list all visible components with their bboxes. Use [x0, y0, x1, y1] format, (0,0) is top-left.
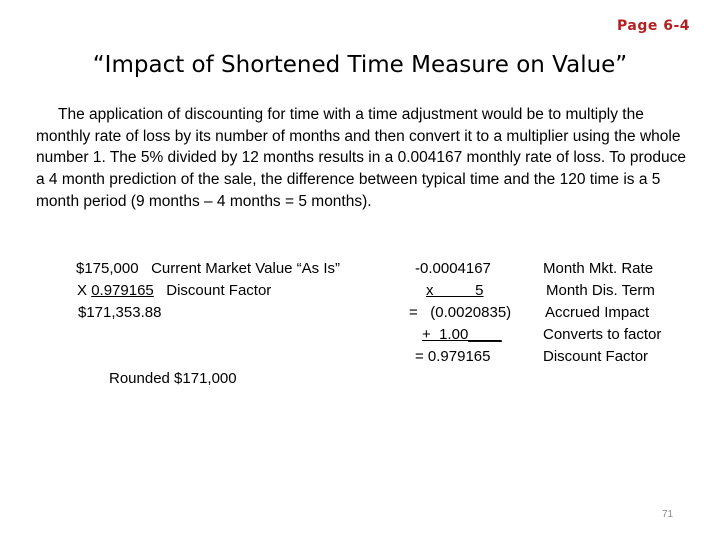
- converts-value: + 1.00____: [422, 326, 502, 343]
- discount-factor-value: 0.979165: [91, 282, 154, 299]
- accrued-impact-value: = (0.0020835): [409, 304, 512, 321]
- discount-factor-label: Discount Factor: [153, 282, 272, 299]
- accrued-impact-label: Accrued Impact: [545, 304, 650, 321]
- multiply-sign: X: [77, 282, 92, 299]
- month-term-value: x 5: [426, 282, 484, 299]
- paragraph-text: The application of discounting for time with a time adjustment would be to multiply the monthly rate of loss by its number of months and then convert it to a multiplier using the whole number 1. The 5% divided by 12 months results in a 0.004167 monthly rate of loss. To produce a 4 month prediction of the sale, the difference between typical time and the 120 time is a 5 month period (9 months – 4 months = 5 months).: [36, 106, 686, 210]
- page-tag: Page 6-4: [616, 18, 690, 34]
- rounded-value-line: Rounded $171,000: [109, 370, 237, 387]
- product-value-line: $171,353.88: [78, 304, 162, 321]
- month-mkt-rate-label: Month Mkt. Rate: [543, 260, 654, 277]
- result-factor-value: = 0.979165: [415, 348, 491, 365]
- current-market-value-line: $175,000 Current Market Value “As Is”: [76, 260, 341, 277]
- discount-factor-line: [77, 282, 271, 299]
- body-paragraph: [36, 104, 696, 213]
- discount-factor-result-label: Discount Factor: [543, 348, 649, 365]
- slide-title: “Impact of Shortened Time Measure on Value”: [92, 52, 628, 78]
- monthly-rate-value: -0.0004167: [415, 260, 491, 277]
- slide-number: 71: [662, 509, 674, 520]
- month-dis-term-label: Month Dis. Term: [546, 282, 655, 299]
- converts-to-factor-label: Converts to factor: [543, 326, 662, 343]
